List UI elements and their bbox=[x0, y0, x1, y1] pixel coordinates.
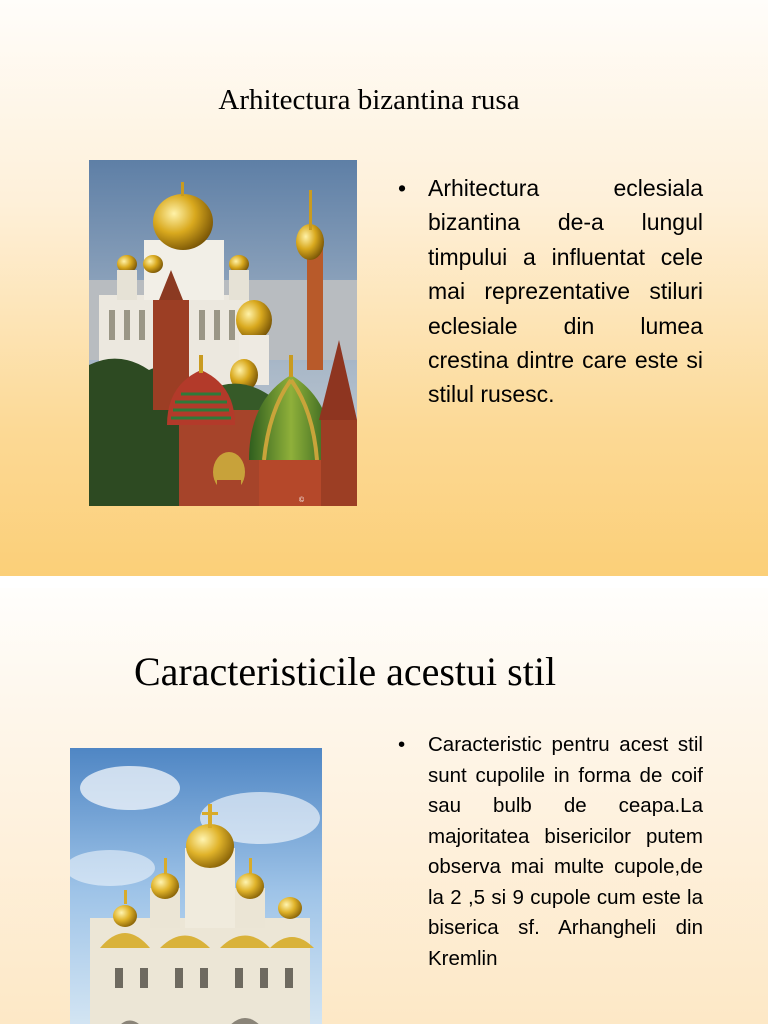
bullet-text: Caracteristic pentru acest stil sunt cupolile in forma de coif sau bulb de ceapa.La majoritatea bisericilor putem observa mai multe cupole,de la 2 ,5 si 9 cupole cum este la biserica sf. Arhangheli din Kremlin bbox=[428, 733, 703, 970]
kremlin-illustration bbox=[70, 748, 322, 1024]
svg-text:©: © bbox=[299, 497, 305, 504]
slide-2 bbox=[0, 588, 768, 1024]
cathedral-moscow-photo bbox=[89, 160, 357, 506]
bullet-item bbox=[398, 730, 703, 974]
bullet-text: Arhitectura eclesiala bizantina de-a lungul timpului a influentat cele mai reprezentative stiluri eclesiale din lumea crestina dintre care este si stilul rusesc. bbox=[428, 175, 703, 408]
bullet-marker: • bbox=[398, 733, 406, 756]
cathedral-illustration bbox=[89, 160, 357, 506]
slide-2-bullet bbox=[398, 730, 703, 974]
slide-1-title: Arhitectura bizantina rusa bbox=[218, 84, 520, 116]
bullet-item bbox=[398, 171, 703, 412]
slide-2-title: Caracteristicile acestui stil bbox=[134, 649, 557, 694]
slide-1-bullet bbox=[398, 171, 703, 412]
bullet-marker: • bbox=[398, 175, 407, 201]
kremlin-cathedral-photo bbox=[70, 748, 322, 1024]
